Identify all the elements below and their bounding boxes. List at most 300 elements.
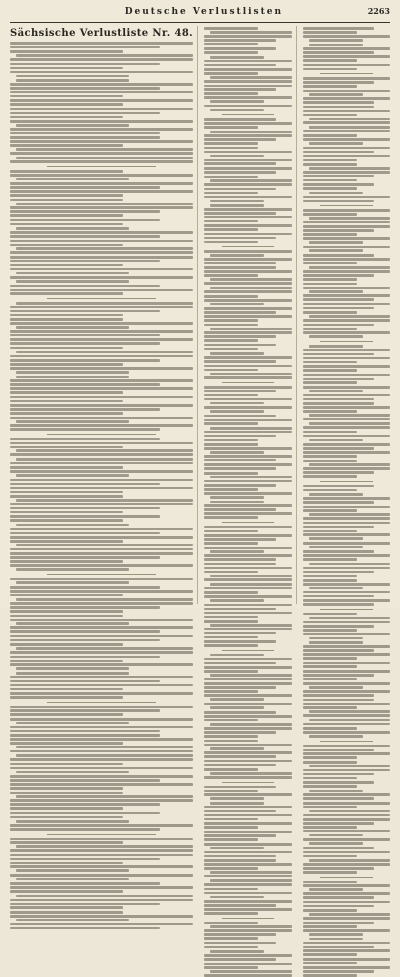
text-line bbox=[303, 925, 357, 928]
text-line bbox=[16, 54, 193, 57]
section-divider bbox=[47, 702, 157, 703]
list-entry bbox=[303, 599, 390, 605]
text-line bbox=[204, 727, 291, 730]
text-line bbox=[10, 610, 123, 613]
text-line bbox=[303, 777, 357, 780]
text-line bbox=[10, 890, 123, 893]
text-line bbox=[16, 746, 193, 749]
list-entry bbox=[204, 47, 291, 53]
text-line bbox=[303, 35, 390, 38]
text-line bbox=[303, 97, 390, 100]
text-line bbox=[10, 144, 123, 147]
text-line bbox=[204, 360, 276, 363]
text-line bbox=[16, 351, 193, 354]
text-line bbox=[10, 906, 123, 909]
text-line bbox=[204, 51, 258, 54]
text-line bbox=[204, 35, 291, 38]
text-line bbox=[10, 660, 123, 663]
list-entry bbox=[204, 415, 291, 425]
text-line bbox=[303, 209, 390, 212]
text-line bbox=[204, 196, 291, 199]
text-line bbox=[204, 390, 276, 393]
text-line bbox=[303, 958, 390, 961]
text-line bbox=[303, 369, 357, 372]
list-entry bbox=[204, 324, 291, 342]
text-line bbox=[10, 787, 123, 790]
text-line bbox=[204, 335, 276, 338]
list-entry bbox=[10, 552, 193, 570]
text-line bbox=[204, 142, 258, 145]
text-line bbox=[204, 735, 258, 738]
list-entry bbox=[204, 484, 291, 498]
list-entry bbox=[204, 68, 291, 82]
text-line bbox=[10, 750, 193, 753]
text-line bbox=[204, 786, 276, 789]
text-line bbox=[303, 665, 357, 668]
text-line bbox=[303, 110, 390, 113]
text-line bbox=[303, 68, 357, 71]
text-line bbox=[10, 899, 193, 902]
text-line bbox=[303, 629, 357, 632]
text-line bbox=[204, 324, 258, 327]
list-entry bbox=[303, 958, 390, 964]
text-line bbox=[204, 237, 276, 240]
text-line bbox=[10, 556, 160, 559]
text-line bbox=[303, 402, 375, 405]
text-line bbox=[210, 599, 264, 602]
text-line bbox=[10, 116, 123, 119]
text-line bbox=[10, 424, 193, 427]
text-line bbox=[204, 719, 258, 722]
text-line bbox=[309, 563, 390, 566]
text-line bbox=[10, 507, 160, 510]
section-divider bbox=[320, 341, 373, 342]
text-line bbox=[204, 415, 276, 418]
text-line bbox=[303, 485, 375, 488]
text-line bbox=[204, 188, 276, 191]
list-entry bbox=[204, 131, 291, 145]
list-entry bbox=[303, 126, 390, 132]
text-line bbox=[210, 575, 291, 578]
text-line bbox=[309, 810, 390, 813]
text-line bbox=[303, 319, 390, 322]
text-line bbox=[204, 447, 291, 450]
text-line bbox=[10, 651, 193, 654]
text-line bbox=[309, 335, 363, 338]
text-line bbox=[10, 71, 193, 74]
text-line bbox=[10, 816, 123, 819]
text-line bbox=[309, 493, 363, 496]
list-entry bbox=[303, 365, 390, 371]
text-line bbox=[303, 745, 390, 748]
text-line bbox=[309, 888, 363, 891]
text-line bbox=[10, 548, 193, 551]
text-line bbox=[204, 838, 258, 841]
list-entry bbox=[204, 295, 291, 305]
text-line bbox=[210, 109, 264, 112]
text-line bbox=[10, 412, 123, 415]
list-entry bbox=[204, 922, 291, 940]
text-line bbox=[204, 126, 258, 129]
text-line bbox=[303, 418, 390, 421]
list-entry bbox=[10, 42, 193, 48]
section-divider bbox=[320, 609, 373, 610]
text-line bbox=[303, 649, 375, 652]
text-line bbox=[10, 108, 193, 111]
text-line bbox=[204, 571, 258, 574]
text-line bbox=[10, 268, 193, 271]
text-line bbox=[10, 865, 193, 868]
text-line bbox=[303, 714, 390, 717]
text-line bbox=[204, 80, 291, 83]
text-line bbox=[10, 783, 193, 786]
list-entry bbox=[204, 352, 291, 362]
text-line bbox=[204, 567, 291, 570]
text-line bbox=[303, 361, 357, 364]
list-entry bbox=[303, 699, 390, 717]
list-entry bbox=[204, 591, 291, 601]
text-line bbox=[309, 913, 390, 916]
text-line bbox=[204, 162, 276, 165]
list-entry bbox=[204, 233, 291, 243]
text-line bbox=[303, 657, 357, 660]
text-line bbox=[10, 83, 193, 86]
list-entry bbox=[204, 563, 291, 581]
text-line bbox=[16, 544, 193, 547]
text-line bbox=[303, 497, 390, 500]
text-line bbox=[210, 674, 291, 677]
text-line bbox=[204, 386, 291, 389]
list-entry bbox=[303, 790, 390, 800]
list-entry bbox=[303, 106, 390, 124]
text-line bbox=[10, 99, 193, 102]
text-line bbox=[10, 132, 160, 135]
text-line bbox=[204, 331, 291, 334]
text-line bbox=[204, 793, 291, 796]
list-entry bbox=[303, 64, 390, 70]
text-line bbox=[16, 420, 129, 423]
text-line bbox=[204, 822, 291, 825]
text-line bbox=[309, 126, 390, 129]
text-line bbox=[303, 471, 375, 474]
text-line bbox=[303, 881, 357, 884]
text-line bbox=[10, 615, 123, 618]
text-line bbox=[204, 636, 258, 639]
text-line bbox=[16, 272, 129, 275]
text-line bbox=[309, 439, 363, 442]
text-line bbox=[16, 124, 129, 127]
column-3 bbox=[303, 26, 390, 604]
section-divider bbox=[320, 877, 373, 878]
list-entry bbox=[204, 963, 291, 977]
list-entry bbox=[204, 307, 291, 321]
text-line bbox=[204, 68, 291, 71]
text-line bbox=[303, 147, 390, 150]
section-divider bbox=[222, 918, 275, 919]
text-line bbox=[204, 731, 276, 734]
text-line bbox=[309, 719, 390, 722]
text-line bbox=[309, 142, 363, 145]
text-line bbox=[204, 867, 258, 870]
list-entry bbox=[10, 417, 193, 431]
text-line bbox=[204, 282, 291, 285]
text-line bbox=[303, 929, 390, 932]
text-line bbox=[303, 966, 390, 969]
list-entry bbox=[10, 643, 193, 653]
text-line bbox=[204, 463, 291, 466]
text-line bbox=[10, 190, 193, 193]
text-line bbox=[10, 462, 193, 465]
list-entry bbox=[303, 847, 390, 857]
list-entry bbox=[10, 838, 193, 852]
text-line bbox=[10, 927, 160, 930]
text-line bbox=[309, 266, 390, 269]
text-line bbox=[303, 901, 390, 904]
text-line bbox=[303, 270, 390, 273]
text-line bbox=[210, 797, 264, 800]
text-line bbox=[204, 875, 291, 878]
text-line bbox=[204, 554, 291, 557]
text-line bbox=[204, 526, 291, 529]
text-line bbox=[204, 47, 276, 50]
text-line bbox=[10, 874, 193, 877]
list-entry bbox=[303, 818, 390, 836]
list-entry bbox=[204, 859, 291, 877]
section-divider bbox=[222, 650, 275, 651]
list-entry bbox=[10, 754, 193, 760]
text-line bbox=[10, 519, 123, 522]
text-line bbox=[10, 858, 160, 861]
list-entry bbox=[10, 586, 193, 596]
text-line bbox=[303, 187, 357, 190]
list-entry bbox=[303, 563, 390, 577]
text-line bbox=[204, 472, 258, 475]
section-divider bbox=[320, 205, 373, 206]
text-line bbox=[204, 85, 291, 88]
text-columns bbox=[10, 26, 390, 604]
text-line bbox=[204, 831, 291, 834]
list-entry bbox=[204, 406, 291, 412]
text-line bbox=[16, 280, 129, 283]
text-line bbox=[303, 773, 375, 776]
text-line bbox=[303, 155, 390, 158]
text-line bbox=[210, 706, 264, 709]
text-line bbox=[303, 455, 357, 458]
list-entry bbox=[204, 831, 291, 841]
text-line bbox=[10, 314, 123, 317]
list-entry bbox=[10, 718, 193, 732]
list-entry bbox=[303, 324, 390, 338]
text-line bbox=[204, 612, 291, 615]
text-line bbox=[309, 617, 390, 620]
text-line bbox=[10, 763, 123, 766]
text-line bbox=[303, 451, 390, 454]
text-line bbox=[303, 294, 390, 297]
list-entry bbox=[303, 522, 390, 540]
text-line bbox=[204, 711, 276, 714]
text-line bbox=[303, 381, 357, 384]
text-line bbox=[303, 200, 375, 203]
list-entry bbox=[10, 578, 193, 584]
text-line bbox=[204, 563, 276, 566]
text-line bbox=[309, 249, 363, 252]
text-line bbox=[16, 524, 129, 527]
text-line bbox=[303, 571, 375, 574]
text-line bbox=[204, 608, 276, 611]
text-line bbox=[303, 460, 357, 463]
list-entry bbox=[303, 386, 390, 400]
text-line bbox=[303, 130, 390, 133]
text-line bbox=[10, 854, 193, 857]
text-line bbox=[10, 58, 193, 61]
text-line bbox=[204, 484, 276, 487]
text-line bbox=[303, 27, 375, 30]
text-line bbox=[309, 217, 390, 220]
text-line bbox=[303, 855, 357, 858]
text-line bbox=[303, 621, 390, 624]
text-line bbox=[204, 942, 276, 945]
text-line bbox=[210, 698, 264, 701]
list-entry bbox=[303, 625, 390, 639]
text-line bbox=[10, 136, 160, 139]
text-line bbox=[16, 449, 193, 452]
text-line bbox=[10, 306, 193, 309]
text-line bbox=[204, 422, 258, 425]
text-line bbox=[10, 862, 123, 865]
text-line bbox=[204, 439, 258, 442]
text-line bbox=[303, 645, 390, 648]
text-line bbox=[10, 540, 123, 543]
text-line bbox=[204, 480, 291, 483]
list-entry bbox=[10, 479, 193, 493]
list-title: Sächsische Verlustliste Nr. 48. bbox=[10, 28, 194, 39]
text-line bbox=[204, 365, 291, 368]
text-line bbox=[16, 79, 129, 82]
text-line bbox=[204, 250, 291, 253]
text-line bbox=[204, 851, 291, 854]
list-entry bbox=[303, 493, 390, 503]
text-line bbox=[210, 451, 264, 454]
text-line bbox=[303, 138, 390, 141]
text-line bbox=[10, 63, 160, 66]
text-line bbox=[204, 974, 291, 977]
list-entry bbox=[303, 163, 390, 181]
text-line bbox=[303, 526, 375, 529]
text-line bbox=[204, 954, 291, 957]
text-line bbox=[204, 883, 291, 886]
text-line bbox=[303, 682, 390, 685]
list-entry bbox=[204, 167, 291, 173]
list-entry bbox=[10, 219, 193, 225]
text-line bbox=[303, 443, 390, 446]
text-line bbox=[10, 160, 193, 163]
text-line bbox=[10, 152, 193, 155]
text-line bbox=[210, 925, 291, 928]
text-line bbox=[204, 715, 291, 718]
text-line bbox=[210, 278, 291, 281]
text-line bbox=[303, 579, 357, 582]
text-line bbox=[303, 653, 390, 656]
text-line bbox=[16, 622, 129, 625]
text-line bbox=[210, 654, 264, 657]
list-entry bbox=[10, 635, 193, 641]
text-line bbox=[309, 414, 390, 417]
text-line bbox=[204, 406, 291, 409]
text-line bbox=[303, 298, 375, 301]
text-line bbox=[16, 672, 129, 675]
text-line bbox=[204, 810, 276, 813]
list-entry bbox=[10, 285, 193, 295]
text-line bbox=[16, 371, 129, 374]
text-line bbox=[204, 826, 258, 829]
text-line bbox=[204, 768, 258, 771]
text-line bbox=[204, 538, 276, 541]
list-entry bbox=[10, 598, 193, 612]
list-entry bbox=[204, 472, 291, 482]
text-line bbox=[303, 467, 390, 470]
list-entry bbox=[303, 303, 390, 309]
text-line bbox=[10, 807, 123, 810]
text-line bbox=[309, 710, 390, 713]
text-line bbox=[10, 387, 193, 390]
text-line bbox=[303, 349, 390, 352]
text-line bbox=[303, 233, 357, 236]
column-2 bbox=[204, 26, 296, 604]
text-line bbox=[204, 620, 258, 623]
text-line bbox=[204, 595, 291, 598]
text-line bbox=[204, 398, 291, 401]
section-divider bbox=[320, 481, 373, 482]
text-line bbox=[10, 95, 123, 98]
list-entry bbox=[204, 950, 291, 960]
list-entry bbox=[303, 550, 390, 560]
text-line bbox=[204, 339, 258, 342]
text-line bbox=[303, 917, 390, 920]
text-line bbox=[10, 338, 193, 341]
list-entry bbox=[303, 374, 390, 384]
text-line bbox=[303, 134, 357, 137]
text-line bbox=[303, 47, 390, 50]
text-line bbox=[10, 428, 160, 431]
text-line bbox=[309, 315, 390, 318]
text-line bbox=[210, 200, 264, 203]
text-line bbox=[303, 237, 390, 240]
text-line bbox=[204, 908, 291, 911]
text-line bbox=[204, 299, 291, 302]
text-line bbox=[204, 311, 276, 314]
text-line bbox=[204, 92, 258, 95]
list-entry bbox=[204, 526, 291, 532]
running-title: Deutsche Verlustlisten bbox=[124, 7, 284, 17]
text-line bbox=[16, 795, 193, 798]
list-entry bbox=[10, 318, 193, 336]
text-line bbox=[204, 183, 291, 186]
list-entry bbox=[303, 266, 390, 280]
text-line bbox=[10, 251, 193, 254]
text-line bbox=[303, 262, 357, 265]
text-line bbox=[303, 324, 375, 327]
text-line bbox=[204, 228, 258, 231]
text-line bbox=[204, 39, 276, 42]
text-line bbox=[204, 376, 291, 379]
text-line bbox=[303, 974, 357, 977]
text-line bbox=[303, 603, 375, 606]
text-line bbox=[204, 547, 291, 550]
text-line bbox=[204, 492, 291, 495]
text-line bbox=[10, 347, 123, 350]
text-line bbox=[10, 50, 123, 53]
text-line bbox=[303, 90, 390, 93]
